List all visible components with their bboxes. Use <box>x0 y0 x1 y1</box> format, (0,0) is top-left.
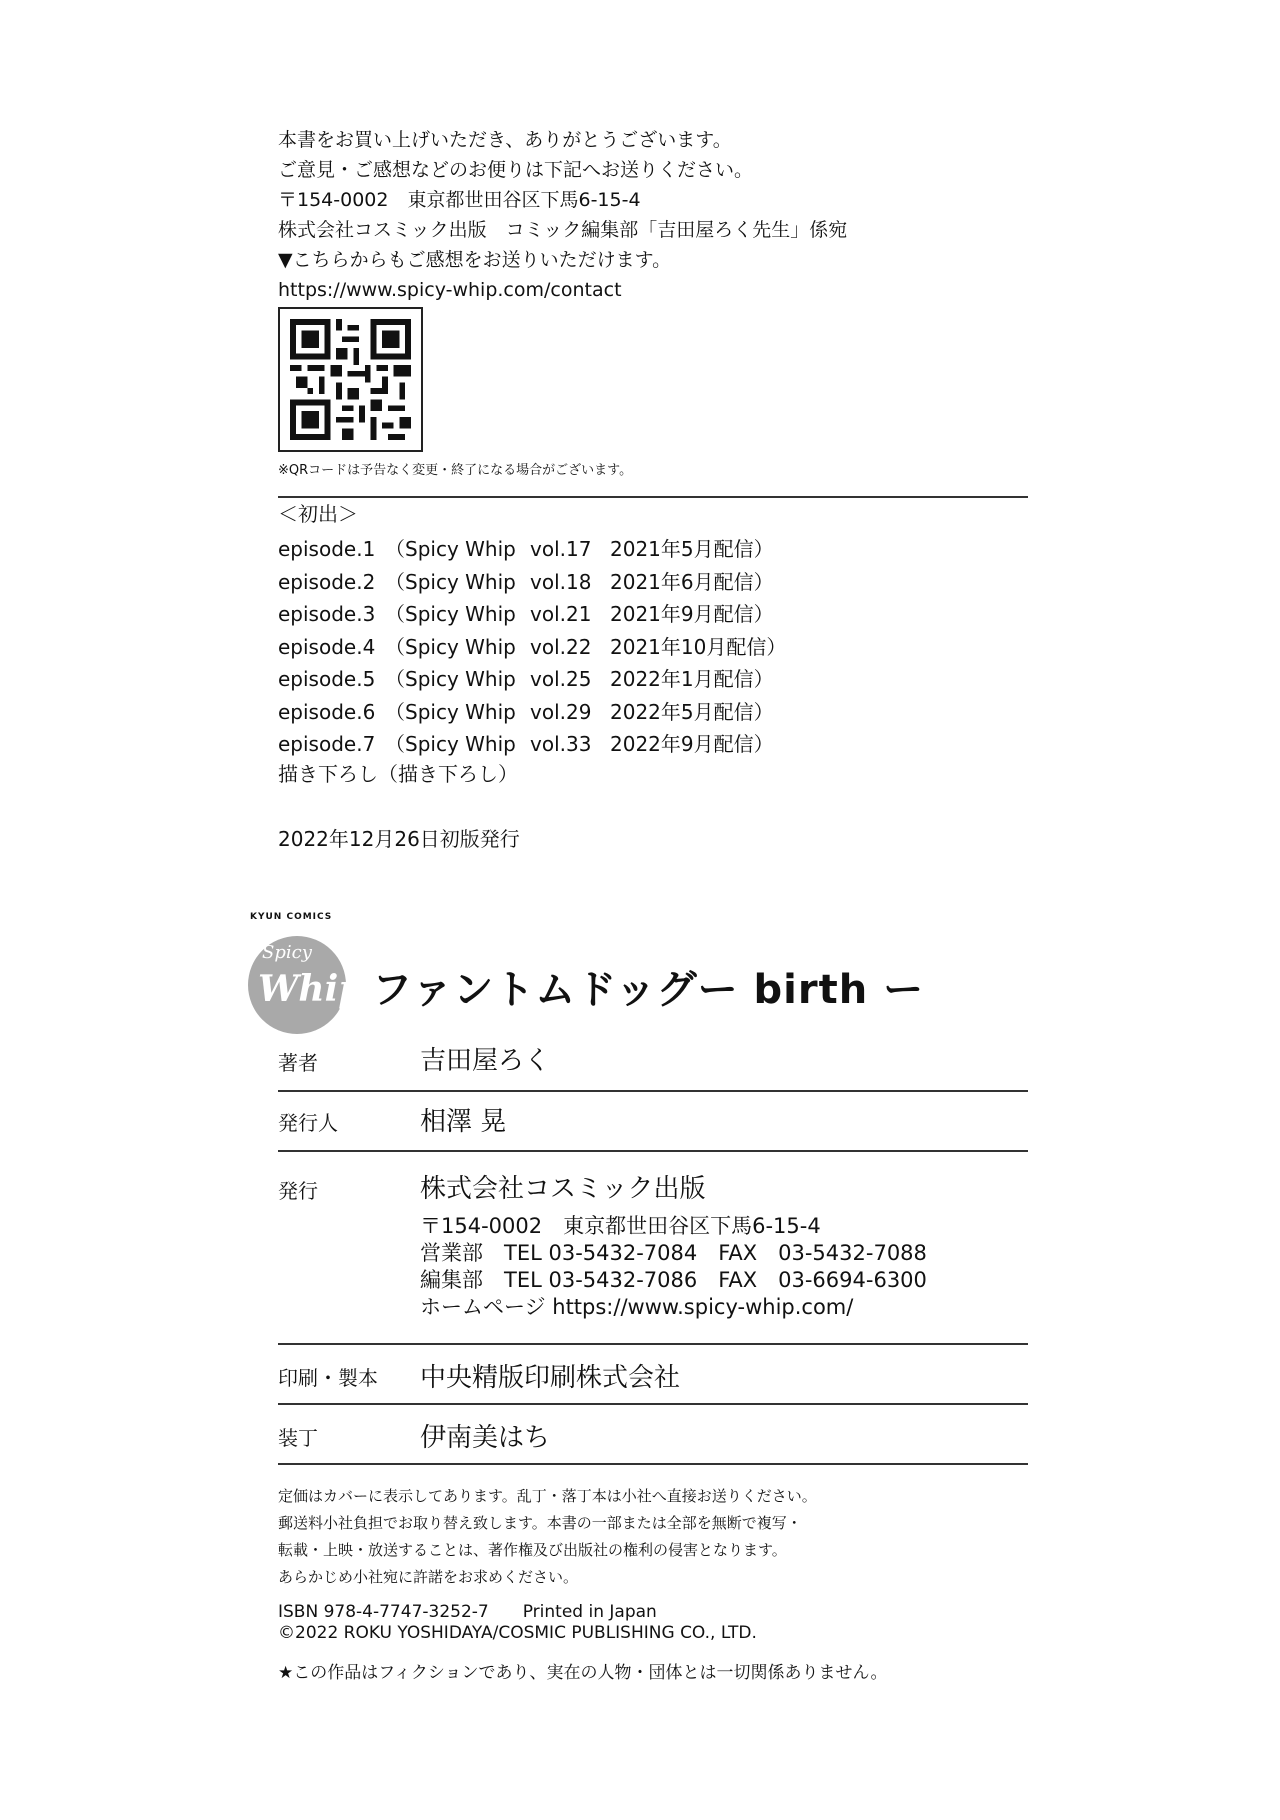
episode-vol: vol.22 <box>530 634 592 659</box>
qr-note: ※QRコードは予告なく変更・終了になる場合がございます。 <box>278 463 633 478</box>
publisher-label: 発行 <box>278 1179 318 1203</box>
episode-mag: （Spicy Whip <box>385 699 516 724</box>
header-line: ▼こちらからもご感想をお送りいただけます。 <box>278 249 672 271</box>
divider <box>278 496 1028 498</box>
episode-date: 2022年5月配信） <box>610 699 774 724</box>
spicy-whip-logo <box>248 936 364 1034</box>
episode-vol: vol.25 <box>530 667 592 691</box>
issuer-name: 相澤 晃 <box>420 1107 507 1137</box>
printer-name: 中央精版印刷株式会社 <box>420 1363 681 1393</box>
episode-vol: vol.17 <box>530 537 592 561</box>
book-title: ファントムドッグー birth ー <box>372 967 925 1013</box>
divider <box>278 1403 1028 1405</box>
episode-episode: episode.3 <box>278 602 376 626</box>
episode-mag: （Spicy Whip <box>385 667 516 691</box>
contact-url[interactable]: https://www.spicy-whip.com/contact <box>278 279 622 301</box>
episode-vol: vol.33 <box>530 732 592 756</box>
episode-episode: episode.2 <box>278 569 376 594</box>
divider <box>278 1343 1028 1345</box>
logo-text-bottom: Whip <box>258 968 364 1010</box>
divider <box>278 1463 1028 1465</box>
episode-vol: vol.29 <box>530 699 592 724</box>
episode-episode: episode.6 <box>278 699 376 724</box>
publisher-address: 〒154-0002 東京都世田谷区下馬6-15-4 <box>420 1214 821 1238</box>
episode-date: 2021年10月配信） <box>610 634 787 659</box>
episode-date: 2022年1月配信） <box>610 667 774 691</box>
episode-vol: vol.18 <box>530 569 592 594</box>
header-line: ご意見・ご感想などのお便りは下記へお送りください。 <box>278 159 754 181</box>
divider <box>278 1150 1028 1152</box>
editorial-contact: 編集部 TEL 03-5432-7086 FAX 03-6694-6300 <box>420 1268 927 1292</box>
logo-text-top: Spicy <box>262 942 312 963</box>
isbn: ISBN 978-4-7747-3252-7 Printed in Japan <box>278 1602 657 1622</box>
release-date: 2022年12月26日初版発行 <box>278 827 520 851</box>
extra-publication: 描き下ろし（描き下ろし） <box>278 762 518 786</box>
label-brand: KYUN COMICS <box>250 912 333 922</box>
episode-date: 2022年9月配信） <box>610 732 774 756</box>
notice-line: 定価はカバーに表示してあります。乱丁・落丁本は小社へ直接お送りください。 <box>278 1487 817 1505</box>
episode-date: 2021年5月配信） <box>610 537 774 561</box>
fiction-disclaimer: ★この作品はフィクションであり、実在の人物・団体とは一切関係ありません。 <box>278 1663 888 1683</box>
notice-line: 郵送料小社負担でお取り替え致します。本書の一部または全部を無断で複写・ <box>278 1514 802 1532</box>
author-label: 著者 <box>278 1051 318 1075</box>
episode-vol: vol.21 <box>530 602 592 626</box>
episode-date: 2021年9月配信） <box>610 602 774 626</box>
episode-mag: （Spicy Whip <box>385 569 516 594</box>
header-line: 〒154-0002 東京都世田谷区下馬6-15-4 <box>278 189 641 211</box>
header-line: 株式会社コスミック出版 コミック編集部「吉田屋ろく先生」係宛 <box>278 219 848 241</box>
episode-mag: （Spicy Whip <box>385 537 516 561</box>
homepage-link[interactable]: ホームページ https://www.spicy-whip.com/ <box>420 1295 854 1319</box>
header-line: 本書をお買い上げいただき、ありがとうございます。 <box>278 129 732 151</box>
episode-mag: （Spicy Whip <box>385 634 516 659</box>
notice-line: あらかじめ小社宛に許諾をお求めください。 <box>278 1568 579 1586</box>
episode-episode: episode.1 <box>278 537 376 561</box>
publisher-name: 株式会社コスミック出版 <box>420 1174 706 1204</box>
issuer-label: 発行人 <box>278 1111 338 1135</box>
notice-line: 転載・上映・放送することは、著作権及び出版社の権利の侵害となります。 <box>278 1541 787 1559</box>
episode-episode: episode.5 <box>278 667 376 691</box>
episode-date: 2021年6月配信） <box>610 569 774 594</box>
sales-contact: 営業部 TEL 03-5432-7084 FAX 03-5432-7088 <box>420 1241 927 1265</box>
printing-label: 印刷・製本 <box>278 1366 378 1390</box>
author-name: 吉田屋ろく <box>420 1046 551 1076</box>
copyright: ©2022 ROKU YOSHIDAYA/COSMIC PUBLISHING CO., LTD. <box>278 1623 757 1643</box>
designer-name: 伊南美はち <box>420 1423 551 1453</box>
qr-code-icon[interactable] <box>278 307 423 452</box>
episode-mag: （Spicy Whip <box>385 732 516 756</box>
episode-mag: （Spicy Whip <box>385 602 516 626</box>
episode-episode: episode.7 <box>278 732 376 756</box>
first-publication-heading: ＜初出＞ <box>278 502 358 526</box>
divider <box>278 1090 1028 1092</box>
design-label: 装丁 <box>278 1426 318 1450</box>
episode-episode: episode.4 <box>278 634 376 659</box>
